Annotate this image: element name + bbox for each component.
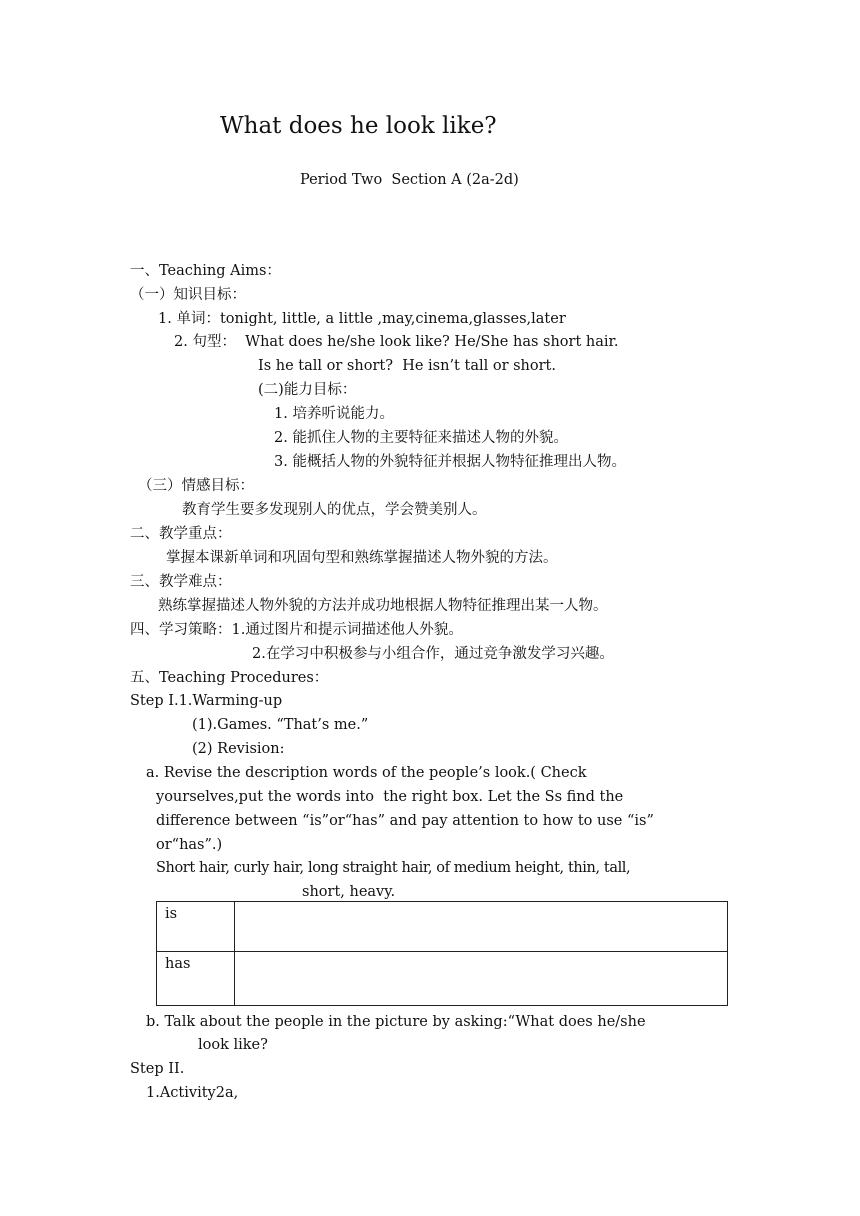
revise-line-3: difference between “is”or“has” and pay attention to how to use “is” — [156, 813, 654, 829]
sentence-pattern-line: 2. 句型： What does he/she look like? He/She has short hair. — [174, 334, 619, 350]
emotion-goal: 教育学生要多发现别人的优点，学会赞美别人。 — [182, 502, 487, 518]
talk-about-line-2: look like? — [198, 1037, 268, 1053]
table-row — [157, 902, 727, 952]
difficulties-text: 熟练掌握描述人物外貌的方法并成功地根据人物特征推理出某一人物。 — [158, 598, 608, 614]
ability-goal-3: 3. 能概括人物的外貌特征并根据人物特征推理出人物。 — [274, 454, 626, 470]
table-row-label-is: is — [165, 906, 178, 922]
ability-goal-2: 2. 能抓住人物的主要特征来描述人物的外貌。 — [274, 430, 568, 446]
strategy-2: 2.在学习中积极参与小组合作，通过竞争激发学习兴趣。 — [252, 646, 614, 662]
step-2-heading: Step II. — [130, 1061, 185, 1077]
section-key-points: 二、教学重点： — [130, 526, 232, 542]
table-row — [157, 952, 727, 1005]
section-difficulties: 三、教学难点： — [130, 574, 232, 590]
talk-about-line-1: b. Talk about the people in the picture by asking:“What does he/she — [146, 1014, 646, 1030]
ability-goals-heading: (二)能力目标： — [258, 382, 357, 398]
section-procedures: 五、Teaching Procedures： — [130, 670, 329, 686]
activity-2a-line: 1.Activity2a, — [146, 1085, 239, 1101]
section-strategies: 四、学习策略：1.通过图片和提示词描述他人外貌。 — [130, 622, 463, 638]
emotion-goals-heading: （三）情感目标： — [138, 478, 254, 494]
word-list-line-1: Short hair, curly hair, long straight hair, of medium height, thin, tall, — [156, 860, 631, 876]
word-list-line-2: short, heavy. — [302, 884, 396, 900]
revision-line: (2) Revision: — [192, 741, 285, 757]
key-points-text: 掌握本课新单词和巩固句型和熟练掌握描述人物外貌的方法。 — [166, 550, 558, 566]
ability-goal-1: 1. 培养听说能力。 — [274, 406, 394, 422]
table-row-label-has: has — [165, 956, 191, 972]
revise-line-2: yourselves,put the words into the right box. Let the Ss find the — [156, 789, 624, 805]
revise-line-1: a. Revise the description words of the people’s look.( Check — [146, 765, 587, 781]
vocabulary-line: 1. 单词：tonight, little, a little ,may,cinema,glasses,later — [158, 311, 566, 327]
page-title: What does he look like? — [220, 113, 497, 139]
knowledge-goals-heading: （一）知识目标： — [130, 287, 246, 303]
page-subtitle: Period Two Section A (2a-2d) — [300, 172, 519, 188]
games-line: (1).Games. “That’s me.” — [192, 717, 369, 733]
step-1-heading: Step I.1.Warming-up — [130, 693, 283, 709]
revise-line-4: or“has”.) — [156, 837, 223, 853]
is-has-table — [156, 901, 728, 1006]
sentence-pattern-line-2: Is he tall or short? He isn’t tall or short. — [258, 358, 556, 374]
section-teaching-aims: 一、Teaching Aims： — [130, 263, 281, 279]
